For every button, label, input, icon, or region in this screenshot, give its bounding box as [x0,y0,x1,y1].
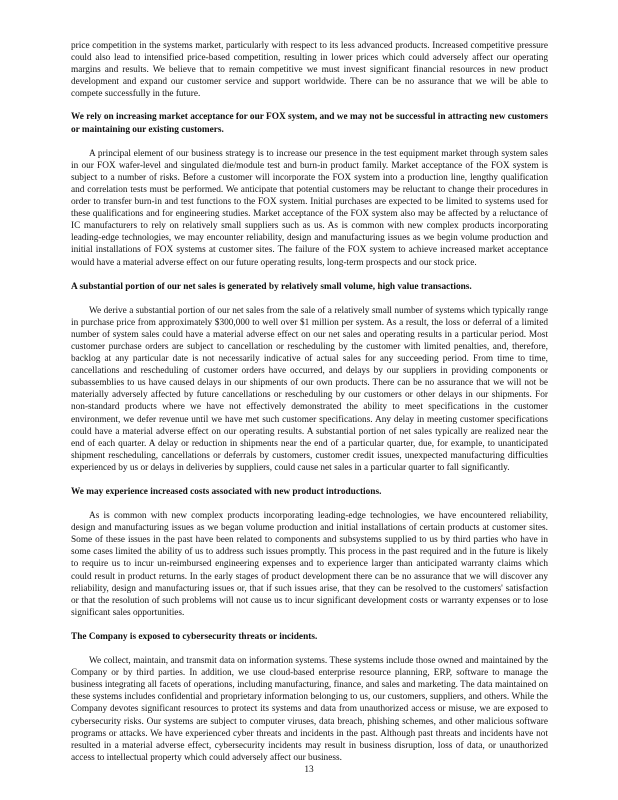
section-body-fox-acceptance: A principal element of our business strategy is to increase our presence in the test equipment market through system sales in our FOX wafer-level and singulated die/module test and burn-in product family. Market acceptance of the FOX system is subject to a number of risks. Before a customer will incorporate the FOX system into a production line, lengthy qualification and correlation tests must be performed. We anticipate that potential customers may be reluctant to change their procedures in order to transfer burn-in and test functions to the FOX system. Initial purchases are expected to be limited to systems used for these qualifications and for engineering studies. Market acceptance of the FOX system also may be affected by a reluctance of IC manufacturers to rely on relatively small suppliers such as us. As is common with new complex products incorporating leading-edge technologies, we may encounter reliability, design and manufacturing issues as we begin volume production and initial installations of FOX systems at customer sites. The failure of the FOX system to achieve increased market acceptance would have a material adverse effect on our future operating results, long-term prospects and our stock price. [71,148,548,268]
section-body-net-sales: We derive a substantial portion of our net sales from the sale of a relatively small number of systems which typically range in purchase price from approximately $300,000 to well over $1 million per system. As a result, the loss or deferral of a limited number of system sales could have a material adverse effect on our net sales and operating results in a particular period. Most customer purchase orders are subject to cancellation or rescheduling by the customer with limited penalties, and, therefore, backlog at any particular date is not necessarily indicative of actual sales for any succeeding period. From time to time, cancellations and rescheduling of customer orders have occurred, and delays by our suppliers in providing components or subassemblies to us have caused delays in our shipments of our own products. There can be no assurance that we will not be materially adversely affected by future cancellations or rescheduling by our customers or other delays in our shipments. For non-standard products where we have not effectively demonstrated the ability to meet specifications in the customer environment, we defer revenue until we have met such customer specifications. Any delay in meeting customer specifications could have a material adverse effect on our operating results. A substantial portion of net sales typically are realized near the end of each quarter. A delay or reduction in shipments near the end of a particular quarter, due, for example, to unanticipated shipment rescheduling, cancellations or deferrals by customers, customer credit issues, unexpected manufacturing difficulties experienced by us or delays in deliveries by suppliers, could cause net sales in a particular quarter to fall significantly. [71,305,548,473]
section-heading-fox-acceptance: We rely on increasing market acceptance for our FOX system, and we may not be successful in attracting new customers or maintaining our existing customers. [71,112,549,135]
section-body-new-product-costs: As is common with new complex products incorporating leading-edge technologies, we have encountered reliability, design and manufacturing issues as we began volume production and initial installations of certain products at customer sites. Some of these issues in the past have been related to components and subsystems supplied to us by third parties who have in some cases limited the ability of us to address such issues promptly. This process in the past required and in the future is likely to require us to incur un-reimbursed engineering expenses and to experience larger than anticipated warranty claims which could result in product returns. In the early stages of product development there can be no assurance that we will discover any reliability, design and manufacturing issues or, that if such issues arise, that they can be resolved to the customers' satisfaction or that the resolution of such problems will not cause us to incur significant development costs or warranty expenses or to lose significant sales opportunities. [71,511,548,618]
section-body-cybersecurity: We collect, maintain, and transmit data on information systems. These systems include those owned and maintained by the Company or by third parties. In addition, we use cloud-based enterprise resource planning, ERP, software to manage the business integrating all facets of operations, including manufacturing, finance, and sales and marketing. The data maintained on these systems includes confidential and proprietary information belonging to us, our customers, suppliers, and others. While the Company devotes significant resources to protect its systems and data from unauthorized access or misuse, we are exposed to cybersecurity risks. Our systems are subject to computer viruses, data breach, phishing schemes, and other malicious software programs or attacks. We have experienced cyber threats and incidents in the past. Although past threats and incidents have not resulted in a material adverse effect, cybersecurity incidents may result in business disruption, loss of data, or unauthorized access to intellectual property which could adversely affect our business. [71,656,548,763]
section-heading-new-product-costs: We may experience increased costs associated with new product introductions. [71,487,382,497]
section-heading-cybersecurity: The Company is exposed to cybersecurity threats or incidents. [71,631,318,642]
continuation-paragraph: price competition in the systems market, particularly with respect to its less advanced products. Increased competitive pressure could also lead to intensified price-based competition, resulting in lower prices which could adversely affect our operating margins and results. We believe that to remain competitive we must invest significant financial resources in new product development and expand our customer service and support worldwide. There can be no assurance that we will be able to compete successfully in the future. [71,41,548,100]
page-number: 13 [304,765,314,775]
section-heading-net-sales: A substantial portion of our net sales is generated by relatively small volume, high value transactions. [71,281,472,292]
